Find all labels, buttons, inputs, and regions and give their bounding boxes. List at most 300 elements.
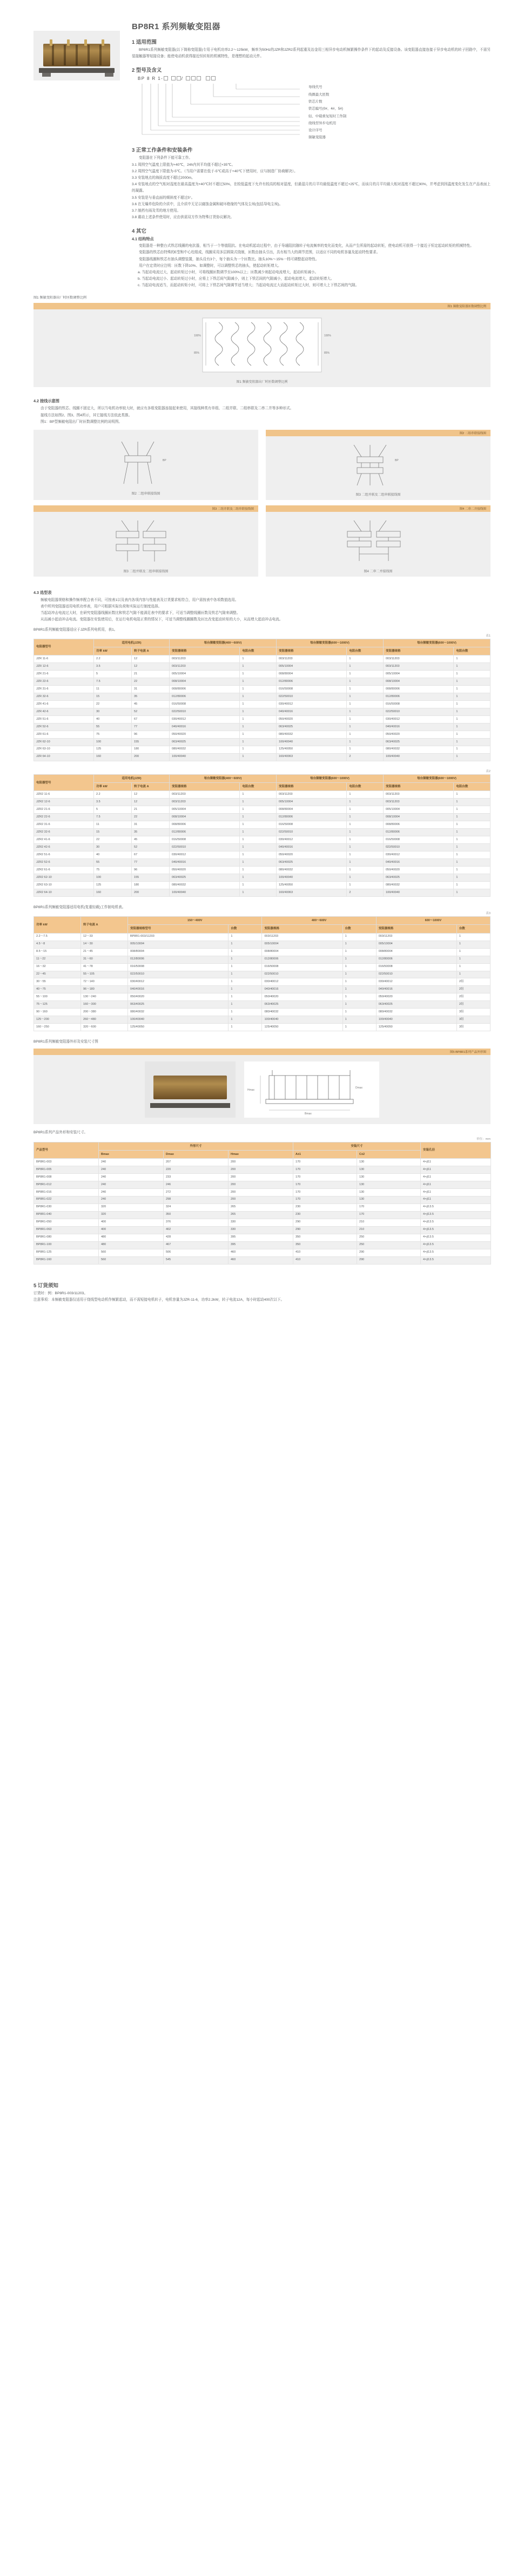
- table-cell: 1: [240, 686, 277, 693]
- table-cell: 160/40063: [277, 753, 347, 761]
- table-cell: 1: [347, 859, 384, 867]
- table-cell: JZR2 62-10: [34, 874, 94, 882]
- table-cell: 063/40025: [277, 724, 347, 731]
- table-cell: 100/40040: [277, 739, 347, 746]
- table-cell: 005/10004: [170, 671, 240, 678]
- table-cell: 1: [347, 693, 384, 701]
- table-row: [34, 882, 491, 889]
- table-cell: 1: [347, 663, 384, 671]
- table-cell: 040/40016: [127, 986, 228, 993]
- table-cell: 200: [132, 753, 170, 761]
- table-cell: 016/50008: [383, 836, 453, 844]
- table-cell: 1: [454, 731, 491, 739]
- table-cell: 016/50008: [127, 963, 228, 971]
- figure-1-drawing: [181, 315, 343, 375]
- table-cell: 41～78: [80, 963, 127, 971]
- table-cell: JZR2 11-6: [34, 791, 94, 799]
- table-cell: 1: [347, 746, 384, 753]
- table-cell: 200: [229, 1181, 293, 1189]
- table-cell: 1: [347, 655, 384, 663]
- table-cell: BP8R1-016: [34, 1189, 99, 1196]
- table-cell: JZR2 51-6: [34, 851, 94, 859]
- table-cell: 1: [454, 806, 491, 814]
- table-row: [34, 655, 491, 663]
- table-cell: 1: [454, 799, 491, 806]
- table-2-th-model: 电阻器型号: [34, 774, 94, 791]
- table-cell: 063/40025: [262, 1001, 342, 1009]
- table-cell: 008/80006: [170, 821, 240, 829]
- table-cell: BP8R1-080: [34, 1234, 99, 1241]
- table-cell: 1: [454, 746, 491, 753]
- section-3-item-6: 3.7 制药有雨及雪的地方使用。: [132, 208, 181, 213]
- figure-5-bar-label: 图5 BP8R1系列产品外形图: [33, 1049, 491, 1055]
- table-cell: 298: [164, 1196, 229, 1204]
- table-cell: 240: [99, 1181, 164, 1189]
- section-4-1-p7: c. 当起动电流适当，而起动转矩小时，可将上下铁芯间气隙调节适当增大；当起动电流过大而起动转矩过大时，则可增大上下铁芯间的气隙。: [138, 283, 359, 288]
- figure-2b-drawing: [332, 441, 424, 489]
- section-4-3-p4: 从而减小起动冲击电流。变阻器在安装使用后，在运行电机电阻正常的情况下，可适当调整线圈圈数及匝比改变起动转矩的大小，从而增大起动冲击电流。: [41, 618, 283, 622]
- table-cell: 050/40020: [376, 993, 456, 1001]
- table-cell: 1: [454, 874, 491, 882]
- table-cell: 72～140: [80, 978, 127, 986]
- table-cell: 063/40025: [383, 739, 453, 746]
- table-row: [34, 708, 491, 716]
- table-cell: 1: [456, 933, 490, 941]
- table-cell: 030/40012: [277, 701, 347, 708]
- table-cell: 410: [293, 1256, 357, 1264]
- table-cell: JZR 62-10: [34, 739, 94, 746]
- table-cell: 1: [347, 678, 384, 686]
- table-cell: 290: [293, 1219, 357, 1226]
- table-cell: 1: [342, 963, 376, 971]
- table-cell: 160: [94, 753, 132, 761]
- table-cell: 130: [357, 1181, 421, 1189]
- table-cell: 77: [132, 859, 170, 867]
- table-cell: 1: [454, 693, 491, 701]
- table-cell: 1: [229, 948, 262, 956]
- table-cell: 1: [229, 933, 262, 941]
- table-cell: 15: [94, 829, 132, 836]
- table-cell: 96: [132, 867, 170, 874]
- table-4-th-model: 产品型号: [34, 1142, 99, 1159]
- table-cell: 480: [99, 1234, 164, 1241]
- table-cell: 050/40020: [383, 731, 453, 739]
- table-cell: 100/40040: [262, 1016, 342, 1024]
- table-cell: 4×∮11: [421, 1189, 491, 1196]
- table-cell: 030/40012: [376, 978, 456, 986]
- table-cell: 3.5: [94, 799, 132, 806]
- table-cell: 008/80004: [127, 948, 228, 956]
- table-cell: 016/50008: [262, 963, 342, 971]
- table-cell: 100: [94, 874, 132, 882]
- table-cell: 005/10004: [170, 806, 240, 814]
- table-cell: 005/10004: [262, 941, 342, 948]
- table-cell: 1: [240, 663, 277, 671]
- table-cell: 290: [293, 1226, 357, 1234]
- figure-3-row: [33, 505, 491, 577]
- table-cell: 67: [132, 716, 170, 724]
- table-cell: 21: [132, 671, 170, 678]
- table-cell: 4×∮13.5: [421, 1204, 491, 1211]
- decode-label-2: 铁芯片数: [308, 99, 323, 104]
- table-cell: JZR2 22-6: [34, 814, 94, 821]
- table-cell: 22～45: [34, 971, 81, 978]
- table-cell: 170: [293, 1196, 357, 1204]
- table-cell: 040/40016: [277, 708, 347, 716]
- table-cell: 008/80004: [277, 671, 347, 678]
- table-cell: 130: [357, 1189, 421, 1196]
- table-cell: 4×∮13.5: [421, 1226, 491, 1234]
- table-cell: 1: [229, 986, 262, 993]
- table-cell: 31: [132, 686, 170, 693]
- table-cell: 030/40012: [170, 716, 240, 724]
- section-2-heading: 2 型号及含义: [132, 67, 162, 74]
- table-cell: 063/40025: [383, 874, 453, 882]
- table-cell: 016/50008: [170, 836, 240, 844]
- table-row: [34, 963, 491, 971]
- table-1-header-row: [34, 647, 491, 655]
- table-cell: 1: [347, 791, 384, 799]
- table-cell: 170: [357, 1204, 421, 1211]
- section-4-2-heading: 4.2 接线示意图: [33, 398, 59, 404]
- table-2-th-spec-2: 变阻器规格: [277, 783, 347, 791]
- table-cell: 22: [94, 701, 132, 708]
- table-cell: 40: [94, 851, 132, 859]
- table-cell: 210: [357, 1226, 421, 1234]
- table-cell: 1: [454, 867, 491, 874]
- table-cell: 125/40050: [277, 746, 347, 753]
- section-4-1-p6: b. 当起动电流过小、起动转矩过小时，应将上下铁芯间气隙减小，则上下铁芯间的气隙减小，起动电流增大，起动转矩增大。: [138, 277, 334, 281]
- table-cell: 320～600: [80, 1024, 127, 1031]
- table-cell: 272: [164, 1189, 229, 1196]
- section-3-item-7: 3.8 震动上述条件使用时，应由供需双方作为特殊订货协议解决。: [132, 215, 234, 220]
- section-4-3-p2: 表中所列变阻器适用电机功率表，用户可根据实际负荷和实际运行制度选择。: [41, 605, 162, 609]
- table-cell: 45: [132, 836, 170, 844]
- table-row: [34, 1196, 491, 1204]
- table-cell: 170: [293, 1181, 357, 1189]
- table-1-th-qty-2: 电阻台数: [347, 647, 384, 655]
- table-cell: 560: [99, 1249, 164, 1256]
- table-cell: 350: [293, 1234, 357, 1241]
- section-4-2-p1: 由于变阻器的铁芯、线圈不固定大，所以当电机功率较大时，就应有多组变阻器连接起来使用，其接线种类有单组、二组并联、二组串联及二串二并等多种形式。: [41, 407, 294, 411]
- table-cell: 050/40020: [277, 851, 347, 859]
- table-2-spec-jzr2: [33, 774, 491, 897]
- table-cell: 008/10004: [170, 678, 240, 686]
- table-cell: 1: [229, 993, 262, 1001]
- table-cell: 460: [229, 1249, 293, 1256]
- table-cell: 210: [357, 1219, 421, 1226]
- table-cell: 4×∮11: [421, 1196, 491, 1204]
- table-cell: 200: [229, 1174, 293, 1181]
- table-cell: 11～22: [34, 956, 81, 963]
- table-cell: 1: [240, 731, 277, 739]
- table-cell: 1: [454, 791, 491, 799]
- fig5-intro: [0, 1039, 524, 1045]
- table-cell: 3组: [456, 1016, 490, 1024]
- section-4-2-p3: 图1：BP型频敏电阻出厂时匝数调整比例的说明图。: [41, 420, 122, 424]
- figure-2a-band: [33, 430, 258, 500]
- section-4-3-p1: 频敏电阻器规格和操作频率配合表不同，可按表1以及表内各项内容与性能表及订货要求相符合，用户需按表中各项数值选用。: [41, 598, 239, 602]
- table-cell: 75～125: [34, 1001, 81, 1009]
- table-cell: 1: [347, 806, 384, 814]
- table-cell: 4×∮11: [421, 1166, 491, 1174]
- table-cell: 75: [94, 731, 132, 739]
- table-row: [34, 693, 491, 701]
- table-cell: 1: [454, 836, 491, 844]
- figure-2-row: [33, 430, 491, 500]
- table-cell: 2组: [456, 978, 490, 986]
- table-3-note: BP8R1系列频敏变阻器适用电机(复重轻载)工作制电机表。: [33, 905, 126, 909]
- table-cell: 260～480: [80, 1016, 127, 1024]
- table-cell: 4×∮13.5: [421, 1211, 491, 1219]
- table-cell: 005/10004: [127, 941, 228, 948]
- table-cell: 125/40050: [277, 882, 347, 889]
- table-3-group-400: 400～600V: [262, 917, 376, 925]
- table-cell: JZR2 61-6: [34, 867, 94, 874]
- table-cell: 1: [240, 851, 277, 859]
- table-3-th-qty-1: 台数: [229, 925, 262, 933]
- table-cell: 3组: [456, 1024, 490, 1031]
- model-code-line: BP 8 R 1- /: [138, 76, 491, 81]
- table-cell: 080/40032: [277, 867, 347, 874]
- table-row: [34, 731, 491, 739]
- table-cell: 1: [454, 663, 491, 671]
- decode-label-5: 绕线型异步电机用: [308, 121, 337, 125]
- table-1-group-motor: 适用电机(JZR): [94, 639, 170, 647]
- table-cell: 200～380: [80, 1009, 127, 1016]
- table-3-th-spec-3: 变阻器规格: [376, 925, 456, 933]
- table-cell: BP8R1-012: [34, 1181, 99, 1189]
- table-cell: 050/40020: [127, 993, 228, 1001]
- section-5: [0, 1272, 524, 1325]
- table-2-header-row: [34, 783, 491, 791]
- table-cell: 016/50008: [170, 701, 240, 708]
- table-cell: 200: [229, 1166, 293, 1174]
- table-cell: 3.5: [94, 663, 132, 671]
- table-cell: 170: [357, 1211, 421, 1219]
- table-cell: 003/11203: [262, 933, 342, 941]
- table-cell: 003/11203: [277, 791, 347, 799]
- figure-2a-title: 图2 二组串联接线图: [131, 492, 160, 496]
- table-row: [34, 1159, 491, 1166]
- table-row: [34, 663, 491, 671]
- table-cell: 080/40032: [383, 746, 453, 753]
- table-cell: 125/40050: [127, 1024, 228, 1031]
- table-cell: BP8R1-050: [34, 1219, 99, 1226]
- table-cell: 012/80006: [383, 693, 453, 701]
- table-cell: 1: [347, 829, 384, 836]
- table-cell: 030/40012: [383, 851, 453, 859]
- table-cell: 250: [357, 1234, 421, 1241]
- table-cell: 1: [454, 844, 491, 851]
- table-cell: 003/11203: [170, 663, 240, 671]
- table-row: [34, 978, 491, 986]
- table-row: [34, 836, 491, 844]
- table-cell: 022/50010: [277, 693, 347, 701]
- table-cell: 022/50010: [383, 844, 453, 851]
- section-4-1-p3: 变阻器线圈和铁芯有抽头调整装置，抽头设有3个，每个抽头为一个匝数比。抽头10%～15%一档可调整起动特性。: [139, 257, 319, 261]
- table-2-group-400: 每台频敏变阻器(400～600V): [170, 774, 277, 782]
- table-row: [34, 753, 491, 761]
- figure-1-band: [33, 303, 491, 387]
- table-cell: 1: [240, 799, 277, 806]
- table-cell: 050/40020: [383, 867, 453, 874]
- table-row: [34, 806, 491, 814]
- table-cell: 12～33: [80, 933, 127, 941]
- table-cell: 4×∮13.5: [421, 1241, 491, 1249]
- table-cell: 1: [240, 739, 277, 746]
- table-cell: BP8R1-008: [34, 1174, 99, 1181]
- figure-4-bar-label: 图4 二串二并接线图: [266, 505, 491, 512]
- table-cell: 1: [342, 971, 376, 978]
- table-cell: 008/80004: [277, 806, 347, 814]
- table-row: [34, 1189, 491, 1196]
- table-cell: 040/40016: [383, 859, 453, 867]
- table-cell: 350: [293, 1241, 357, 1249]
- table-cell: 67: [132, 851, 170, 859]
- table-cell: 1: [229, 1024, 262, 1031]
- table-cell: 1: [240, 678, 277, 686]
- table-row: [34, 844, 491, 851]
- section-1-paragraph: BP8R1系列频敏变阻器(以下简称变阻器)专用于电机功率2.2～125kW，频率为50Hz的JZR和JZR2系列起重及冶金用三相异步电动机频繁操作条件下的起动及反接设备。该变阻器直接连接于异步电动机的转子回路中，不需另装接触器等短接设备；能使电动机获得接近恒转矩的机械特性，是理想的起动元件。: [132, 48, 491, 59]
- svg-text:85%: 85%: [194, 351, 200, 355]
- table-cell: 290: [357, 1256, 421, 1264]
- table-cell: 240: [99, 1196, 164, 1204]
- table-3-caption: 表3: [486, 912, 491, 916]
- table-cell: 012/80006: [170, 829, 240, 836]
- table-cell: 005/10004: [277, 799, 347, 806]
- table-2-caption: 表2: [486, 769, 491, 773]
- table-cell: BP8R1-003: [34, 1159, 99, 1166]
- table-cell: 200: [229, 1196, 293, 1204]
- fig5-intro-text: BP8R1系列频敏变阻器外形及安装尺寸图: [33, 1040, 98, 1044]
- figure-4-title: 图4 二串二并接线图: [364, 570, 393, 573]
- table-row: [34, 1001, 491, 1009]
- table-cell: 080/40032: [277, 731, 347, 739]
- section-4-3-p5: BP8R1系列频敏变阻器适应于JZR系列电机用，表1。: [33, 627, 118, 632]
- table-cell: 130: [357, 1159, 421, 1166]
- table-cell: 200: [229, 1159, 293, 1166]
- table-3-th-current: 转子电流 A: [80, 917, 127, 934]
- outline-dimension-drawing: [244, 1061, 379, 1118]
- table-cell: JZR 52-6: [34, 724, 94, 731]
- table-row: [34, 678, 491, 686]
- table-cell: 1: [347, 686, 384, 693]
- table-4-group-header-row: [34, 1142, 491, 1150]
- table-cell: 4×∮11: [421, 1159, 491, 1166]
- table-cell: 230: [293, 1204, 357, 1211]
- table-row: [34, 889, 491, 897]
- page-title: BP8R1 系列频敏变阻器: [132, 22, 221, 31]
- table-cell: 003/11203: [383, 655, 453, 663]
- table-cell: 012/80006: [262, 956, 342, 963]
- table-cell: JZR 51-6: [34, 716, 94, 724]
- table-3-group-150: 150～400V: [127, 917, 262, 925]
- section-4-2: [0, 387, 524, 425]
- table-cell: 45: [132, 701, 170, 708]
- table-cell: 016/50008: [277, 821, 347, 829]
- table-cell: 55: [94, 859, 132, 867]
- table-cell: 560: [99, 1256, 164, 1264]
- table-cell: 1: [347, 844, 384, 851]
- table-row: [34, 1204, 491, 1211]
- table-cell: 040/40016: [277, 844, 347, 851]
- table-row: [34, 971, 491, 978]
- table-cell: 1: [342, 1001, 376, 1009]
- table-cell: 016/50008: [376, 963, 456, 971]
- table-2-group-motor: 适用电机(JZR): [94, 774, 170, 782]
- table-cell: 170: [293, 1189, 357, 1196]
- table-row: [34, 851, 491, 859]
- table-2-group-1000: 每台频敏变阻器(600～1000V): [383, 774, 490, 782]
- table-cell: JZR 41-6: [34, 701, 94, 708]
- table-cell: 022/50010: [262, 971, 342, 978]
- table-3-body: [34, 933, 491, 1031]
- table-cell: 100/40040: [383, 889, 453, 897]
- table-cell: 1: [342, 978, 376, 986]
- table-cell: 8.5～15: [34, 948, 81, 956]
- table-cell: 22: [132, 814, 170, 821]
- table-cell: 2组: [456, 993, 490, 1001]
- table-cell: JZR 21-6: [34, 671, 94, 678]
- table-1-th-qty-3: 电阻台数: [454, 647, 491, 655]
- table-cell: 30: [94, 708, 132, 716]
- table-cell: 240: [99, 1166, 164, 1174]
- table-row: [34, 1226, 491, 1234]
- table-cell: 022/50010: [127, 971, 228, 978]
- table-4-group-outline: 外形尺寸: [99, 1142, 293, 1150]
- table-cell: 55: [94, 724, 132, 731]
- table-cell: 1: [229, 1001, 262, 1009]
- table-cell: 155: [132, 739, 170, 746]
- table-cell: 125: [94, 882, 132, 889]
- table-cell: 1: [347, 708, 384, 716]
- table-cell: 4.5～8: [34, 941, 81, 948]
- table-3-group-header-row: [34, 917, 491, 925]
- table-cell: 14～30: [80, 941, 127, 948]
- table-1-th-current: 转子电流 A: [132, 647, 170, 655]
- figure-3-drawing: [100, 516, 192, 566]
- table-cell: 1: [229, 971, 262, 978]
- table-row: [34, 1024, 491, 1031]
- table-cell: 1: [240, 708, 277, 716]
- table-cell: 320: [99, 1211, 164, 1219]
- table-cell: 180: [132, 746, 170, 753]
- table-cell: 200: [132, 889, 170, 897]
- table-2-group-600: 每台频敏变阻器(600～1000V): [277, 774, 384, 782]
- decode-label-7: 频敏变阻器: [308, 136, 326, 140]
- table-cell: 395: [229, 1241, 293, 1249]
- table-cell: 080/40032: [127, 1009, 228, 1016]
- table-2-th-qty-2: 电阻台数: [347, 783, 384, 791]
- table-1-body: [34, 655, 491, 761]
- figure-2b-title: 图3 二组并联及二组串联接线图: [355, 493, 401, 497]
- table-3-th-spec-2: 变阻器规格: [262, 925, 342, 933]
- table-2-th-power: 功率 kW: [94, 783, 132, 791]
- table-cell: 1: [240, 806, 277, 814]
- table-cell: 170: [293, 1159, 357, 1166]
- table-cell: 1: [240, 882, 277, 889]
- table-cell: 52: [132, 708, 170, 716]
- figure-2a-drawing: [100, 436, 192, 488]
- table-cell: 12: [132, 799, 170, 806]
- table-cell: 1: [240, 889, 277, 897]
- table-1-group-600: 每台频敏变阻器(600～1000V): [277, 639, 384, 647]
- table-cell: 125: [94, 746, 132, 753]
- section-4-3-p3: 当起动冲击电流过大时，在研究变阻器线圈匝数比和铁芯气隙不能满足表中的要求下，可适当调整线圈匝数及铁芯气隙来调整。: [41, 611, 240, 616]
- table-1-spec-jzr: [33, 639, 491, 761]
- table-cell: 063/40025: [170, 739, 240, 746]
